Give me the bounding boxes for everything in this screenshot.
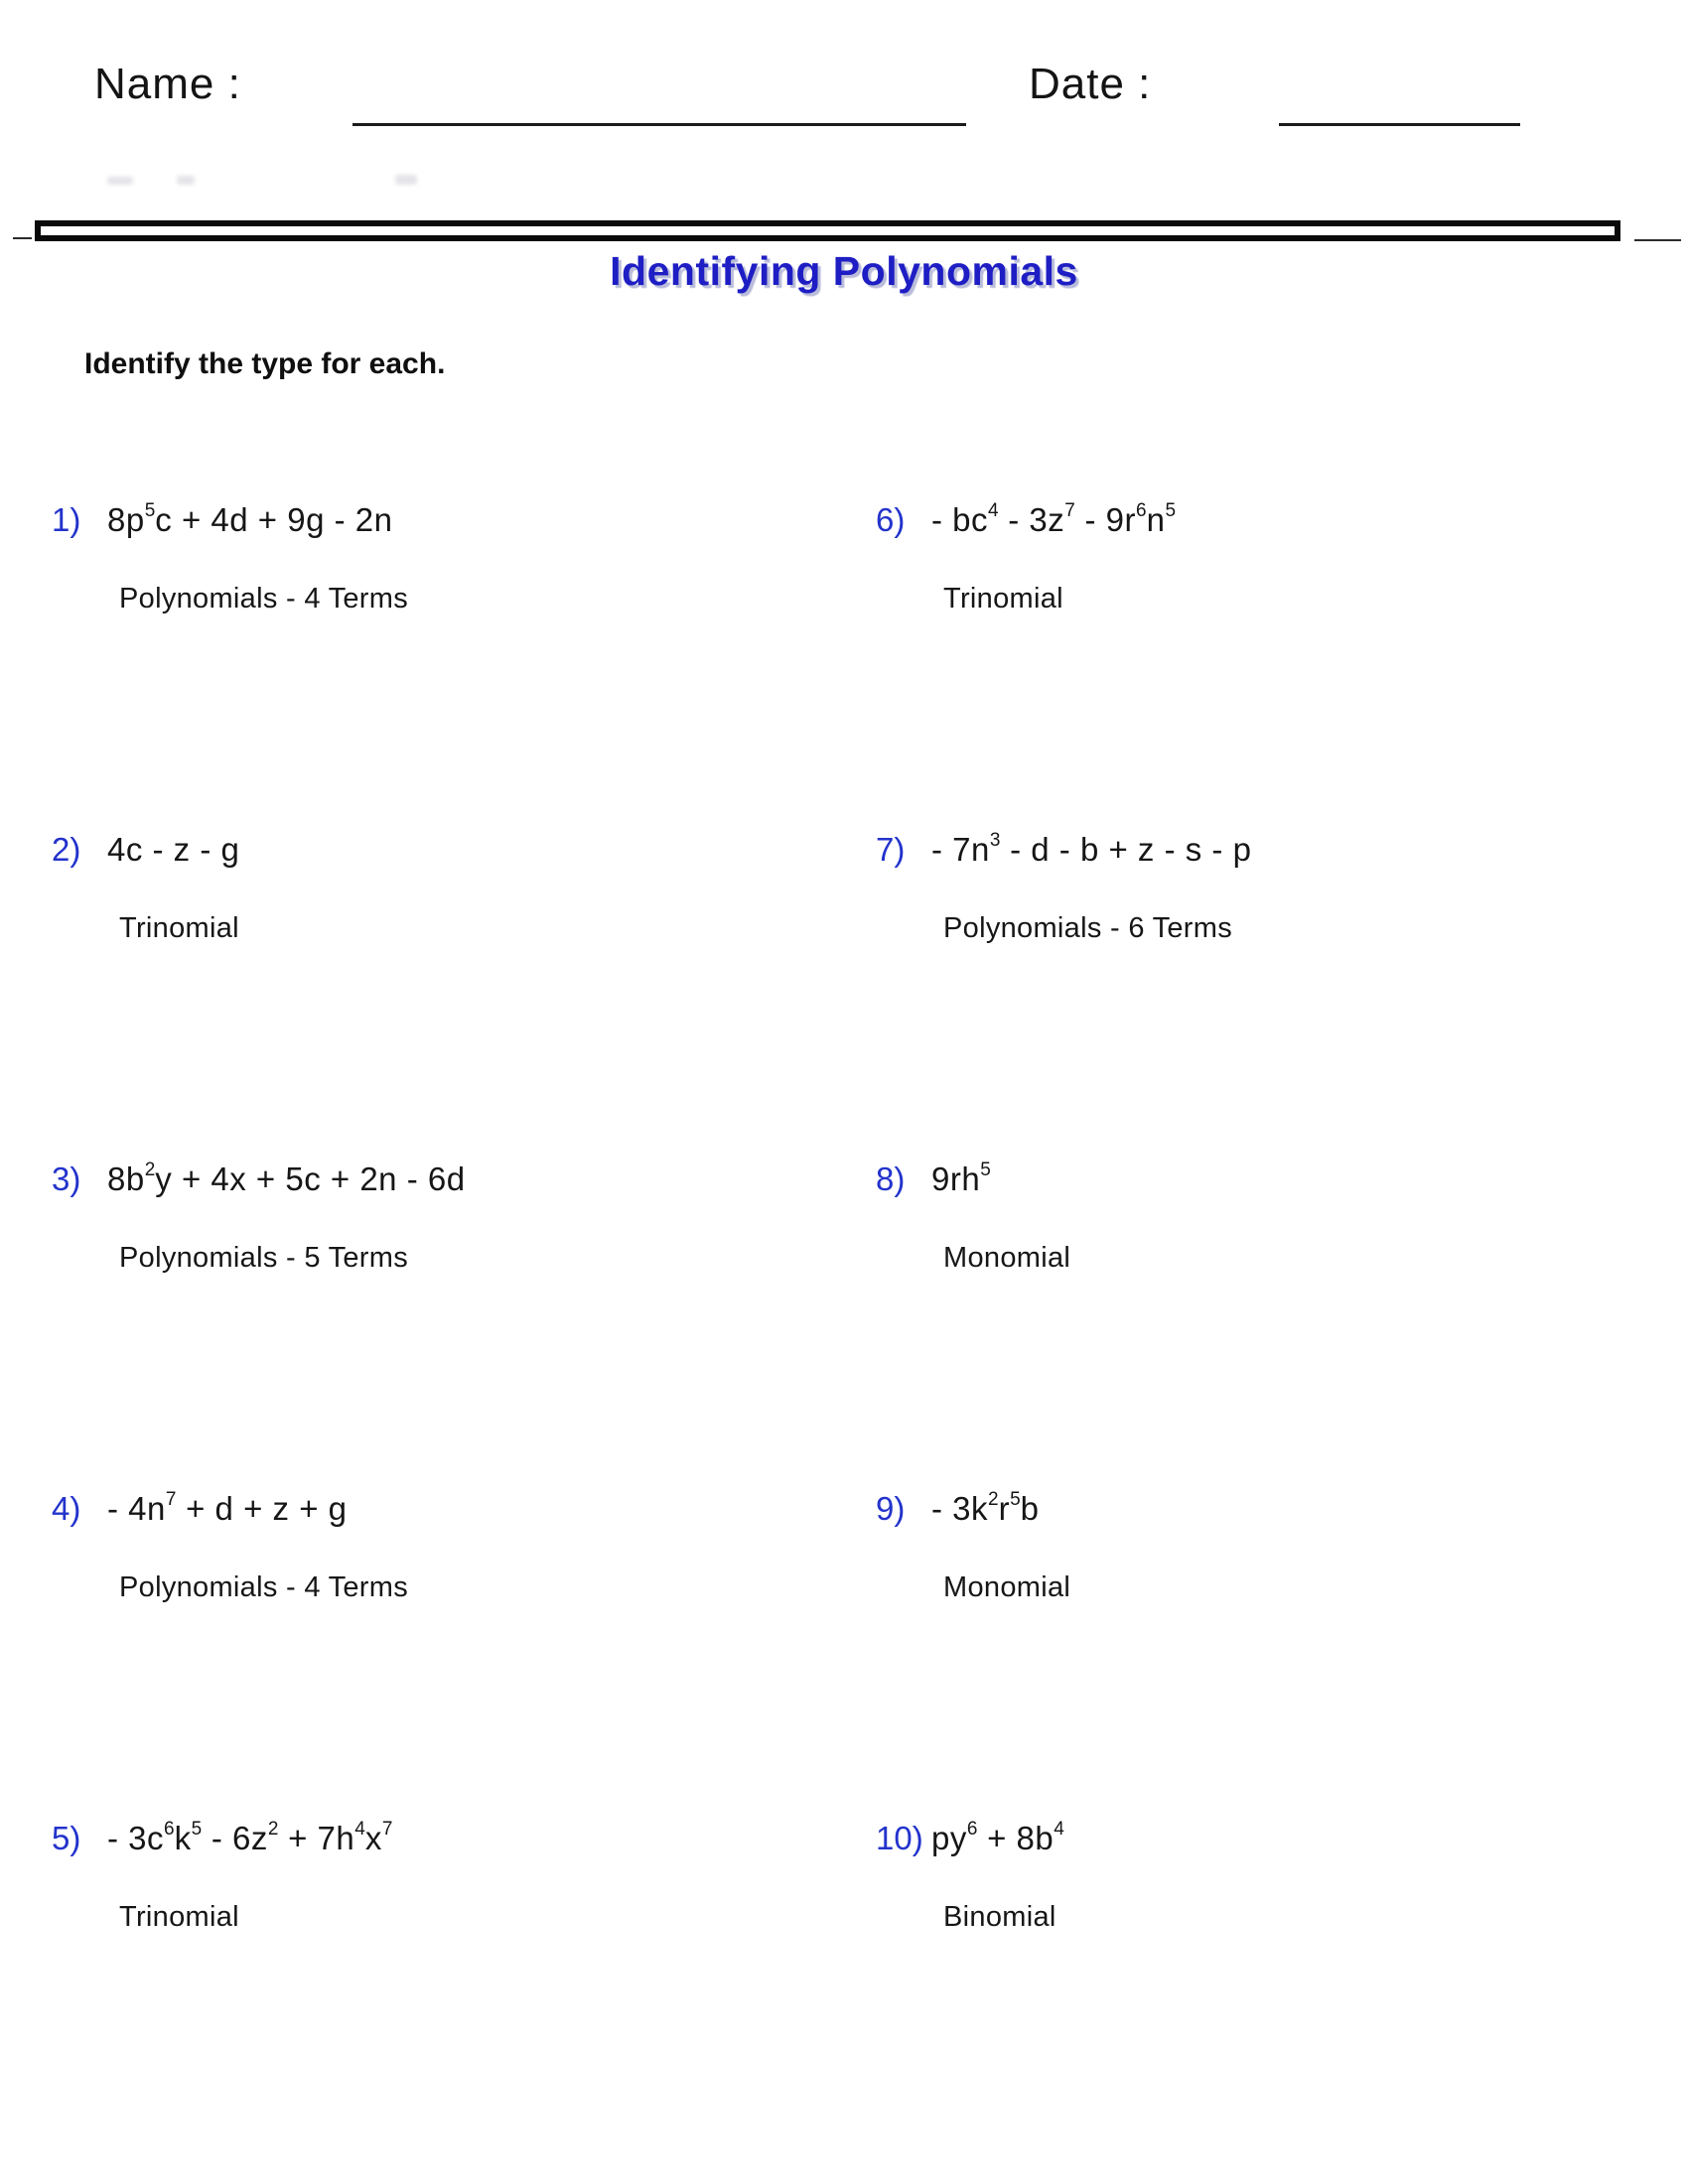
problem-item	[864, 1128, 1688, 1457]
problem-item	[40, 1457, 864, 1787]
problem-expression: $py^6 + 8b^4$	[931, 1819, 1064, 1856]
rule-left-dash	[13, 237, 32, 239]
problem-answer: Polynomials - 4 Terms	[119, 582, 409, 614]
problem-number: 2)	[52, 831, 81, 868]
problem-expression: $9rh^5$	[931, 1160, 991, 1197]
page-title: Identifying Polynomials	[610, 248, 1078, 294]
problem-answer: Polynomials - 4 Terms	[119, 1570, 409, 1603]
problem-line	[52, 1160, 864, 1198]
problem-line	[52, 1490, 864, 1528]
problem-line	[876, 1490, 1688, 1528]
instruction-text: Identify the type for each.	[84, 347, 446, 380]
problem-line	[876, 1160, 1688, 1198]
problem-expression: - $3c^6k^5 - 6z^2 + 7h^4x^7$	[107, 1819, 393, 1856]
problem-answer: Trinomial	[119, 911, 239, 944]
problem-answer: Binomial	[943, 1900, 1056, 1933]
problem-line	[876, 1820, 1688, 1857]
problem-expression: $8b^2y + 4x + 5c + 2n - 6d$	[107, 1160, 466, 1197]
name-label: Name :	[94, 60, 241, 108]
problem-answer: Trinomial	[943, 582, 1063, 614]
problem-answer: Monomial	[943, 1570, 1071, 1603]
problem-expression: - $bc^4 - 3z^7 - 9r^6n^5$	[931, 500, 1177, 538]
problem-answer: Polynomials - 6 Terms	[943, 911, 1233, 944]
problem-line	[52, 1820, 864, 1857]
problem-number: 5)	[52, 1820, 81, 1856]
problem-item	[864, 798, 1688, 1128]
problem-line	[52, 831, 864, 869]
problem-number: 1)	[52, 501, 81, 538]
date-label: Date :	[1029, 60, 1152, 108]
problem-item	[864, 1457, 1688, 1787]
problem-expression: - $4n^7 + d + z + g$	[107, 1489, 348, 1527]
problem-item	[864, 469, 1688, 798]
problem-expression: - $3k^2r^5b$	[931, 1489, 1040, 1527]
problem-line	[52, 501, 864, 539]
problem-number: 8)	[876, 1160, 906, 1197]
problem-item	[40, 1128, 864, 1457]
problem-answer: Polynomials - 5 Terms	[119, 1241, 409, 1274]
problem-number: 4)	[52, 1490, 81, 1527]
problem-item	[40, 1787, 864, 2116]
problem-line	[876, 831, 1688, 869]
problem-number: 7)	[876, 831, 906, 868]
problem-expression: - $7n^3 - d - b + z - s - p$	[931, 830, 1252, 868]
problem-number: 6)	[876, 501, 906, 538]
rule-right-dash	[1634, 239, 1681, 241]
problem-item	[864, 1787, 1688, 2116]
faint-print-artifact	[107, 173, 465, 189]
problem-item	[40, 469, 864, 798]
problem-expression: 4c - z - g	[107, 831, 240, 868]
name-blank-line	[352, 123, 966, 126]
problem-number: 3)	[52, 1160, 81, 1197]
problem-item	[40, 798, 864, 1128]
problem-line	[876, 501, 1688, 539]
problem-answer: Monomial	[943, 1241, 1071, 1274]
double-rule	[35, 220, 1620, 241]
title-wrap	[0, 248, 1688, 295]
problems-grid	[40, 469, 1688, 2116]
date-blank-line	[1279, 123, 1520, 126]
problem-expression: $8p^5c + 4d + 9g - 2n$	[107, 500, 393, 538]
problem-number: 9)	[876, 1490, 906, 1527]
problem-answer: Trinomial	[119, 1900, 239, 1933]
problem-number: 10)	[876, 1820, 923, 1856]
